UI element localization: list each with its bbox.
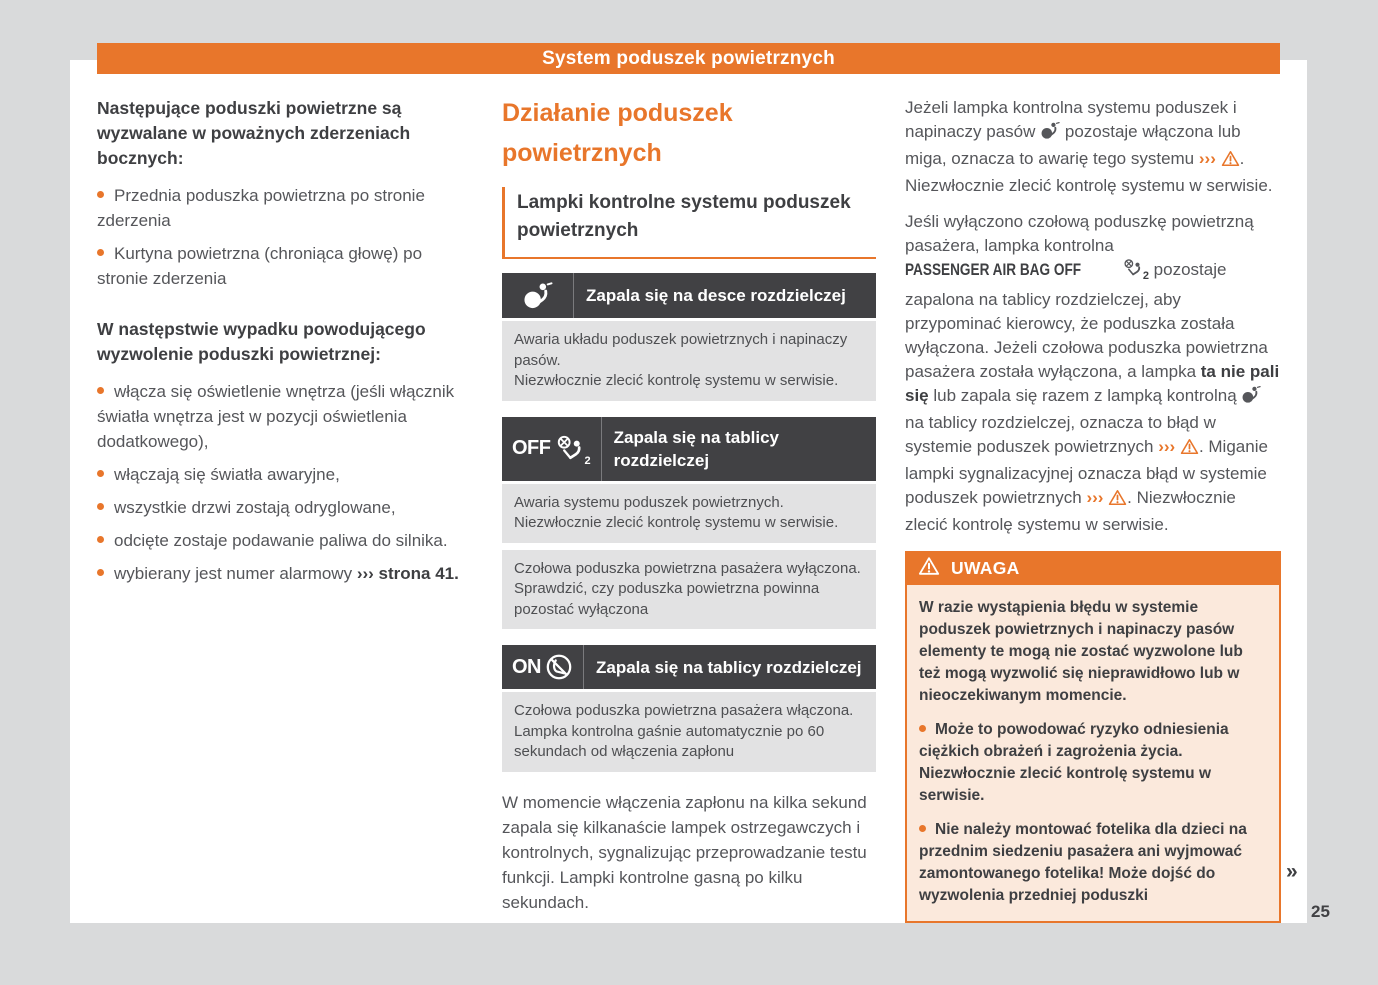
airbag-warning-icon	[502, 273, 574, 318]
bullet-icon	[97, 503, 104, 510]
list-item-text: wszystkie drzwi zostają odryglowane,	[114, 498, 396, 517]
paragraph-lamp-failure	[905, 96, 1281, 198]
list-item	[97, 183, 469, 233]
warning-box-title: UWAGA	[951, 557, 1020, 578]
page-reference: ››› strona 41.	[356, 564, 459, 583]
bullet-icon	[97, 470, 104, 477]
bullet-icon	[919, 725, 926, 732]
bullet-icon	[97, 249, 104, 256]
paragraph-text: pozostaje włączona lub miga, oznacza to awarię tego systemu	[905, 122, 1241, 168]
list-item-text: Kurtyna powietrzna (chroniąca głowę) po stronie zderzenia	[97, 244, 423, 288]
warning-list-item	[919, 719, 1267, 807]
bullet-icon	[97, 569, 104, 576]
indicator-table-header	[502, 645, 876, 689]
indicator-table-airbag-on	[502, 645, 876, 772]
warning-triangle-icon	[918, 556, 940, 581]
reference-arrows-icon: ›››	[1158, 437, 1176, 456]
emphasis-text: ta nie pali się	[905, 362, 1280, 405]
indicator-table-title: Zapala się na tablicy rozdzielczej	[613, 427, 779, 470]
paragraph-text: pozostaje zapalona na tablicy rozdzielczej, aby przypominać kierowcy, że poduszka została wyłączona. Jeżeli czołowa poduszka powietrzna pasażera została wyłączona, a lampka	[905, 260, 1268, 381]
chapter-title: System poduszek powietrznych	[542, 47, 835, 69]
indicator-table-title: Zapala się na tablicy rozdzielczej	[596, 657, 862, 677]
list-item	[97, 561, 469, 586]
row-line: Czołowa poduszka powietrzna pasażera włączona. Lampka kontrolna gaśnie automatycznie po 60 sekundach od włączenia zapłonu	[514, 702, 854, 760]
warning-triangle-icon	[1221, 150, 1240, 174]
middle-column	[502, 93, 876, 915]
row-line: Niezwłocznie zlecić kontrolę systemu w serwisie.	[514, 514, 839, 531]
subscript-two: 2	[1142, 270, 1149, 282]
manual-page	[70, 60, 1307, 923]
airbag-off-icon	[1122, 258, 1143, 285]
list-item	[97, 495, 469, 520]
paragraph-text: lub zapala się razem z lampką kontrolną	[928, 386, 1242, 405]
list-item-text: włączają się światła awaryjne,	[114, 465, 340, 484]
bullet-icon	[97, 536, 104, 543]
paragraph-text: . Miganie lampki sygnalizacyjnej oznacza błąd w systemie poduszek powietrznych	[905, 437, 1268, 507]
row-line: Awaria systemu poduszek powietrznych.	[514, 493, 784, 511]
warning-list-item-text: Może to powodować ryzyko odniesienia ciężkich obrażeń i zagrożenia życia. Niezwłocznie zlecić kontrolę systemu w serwisie.	[919, 721, 1229, 804]
warning-list-item	[919, 819, 1267, 907]
indicator-table-row	[502, 692, 876, 772]
indicator-table-header	[502, 417, 876, 481]
warning-intro: W razie wystąpienia błędu w systemie poduszek powietrznych i napinaczy pasów elementy te mogą nie zostać wyzwolone lub też mogą wyzwolić się nieprawidłowo lub w nieoczekiwanym momencie.	[919, 599, 1243, 704]
paragraph-text: Jeżeli lampka kontrolna systemu poduszek i napinaczy pasów	[905, 98, 1237, 141]
airbag-warning-icon	[1040, 121, 1060, 147]
list-item-text: odcięte zostaje podawanie paliwa do silnika.	[114, 531, 448, 550]
indicator-table-title: Zapala się na desce rozdzielczej	[586, 286, 846, 305]
indicator-table-dashboard	[502, 273, 876, 401]
airbag-warning-icon	[1241, 385, 1261, 411]
chapter-title-bar	[97, 43, 1280, 74]
aftermath-heading: W następstwie wypadku powodującego wyzwolenie poduszki powietrznej:	[97, 319, 426, 364]
no-child-seat-icon	[502, 645, 584, 689]
warning-triangle-icon	[1108, 489, 1127, 513]
warning-list-item-text: Nie należy montować fotelika dla dzieci na przednim siedzeniu pasażera ani wyjmować zamontowanego fotelika! Może dojść do wyzwolenia przedniej poduszki	[919, 821, 1247, 904]
row-line: Niezwłocznie zlecić kontrolę systemu w serwisie.	[514, 372, 839, 389]
row-line: Czołowa poduszka powietrzna pasażera wyłączona. Sprawdzić, czy poduszka powietrzna powinna pozostać wyłączona	[514, 559, 861, 618]
bullet-icon	[97, 387, 104, 394]
continuation-marker: »	[1286, 860, 1298, 883]
row-line: Awaria układu poduszek powietrznych i napinaczy pasów.	[514, 331, 848, 369]
subscript-two: 2	[584, 454, 591, 467]
paragraph-text: na tablicy rozdzielczej, oznacza to błąd w systemie poduszek powietrznych	[905, 413, 1216, 456]
paragraph-passenger-airbag	[905, 210, 1281, 537]
left-column	[97, 96, 469, 586]
list-item	[97, 241, 469, 291]
indicator-table-row	[502, 550, 876, 630]
reference-arrows-icon: ›››	[1086, 488, 1104, 507]
indicator-table-airbag-off	[502, 417, 876, 630]
paragraph-text: Jeśli wyłączono czołową poduszkę powietrzną pasażera, lampka kontrolna	[905, 212, 1254, 255]
warning-box-header	[905, 551, 1281, 585]
list-item	[97, 379, 469, 454]
indicator-table-header	[502, 273, 876, 318]
on-label: ON	[512, 655, 541, 678]
paragraph-text: . Niezwłocznie zlecić kontrolę systemu w serwisie.	[905, 149, 1273, 195]
bullet-icon	[97, 191, 104, 198]
right-column	[905, 96, 1281, 923]
indicator-table-row	[502, 321, 876, 401]
passenger-air-bag-off-label: PASSENGER AIR BAG OFF	[905, 260, 1082, 279]
warning-box-body	[905, 585, 1281, 923]
warning-triangle-icon	[1180, 438, 1199, 462]
reference-arrows-icon: ›››	[1198, 149, 1216, 168]
indicator-table-row	[502, 484, 876, 543]
airbag-off-icon	[502, 417, 602, 481]
subsection-title: Lampki kontrolne systemu poduszek powietrznych	[502, 187, 876, 259]
list-item-text: Przednia poduszka powietrzna po stronie zderzenia	[97, 186, 425, 230]
section-title: Działanie poduszek powietrznych	[502, 99, 733, 167]
list-item	[97, 528, 469, 553]
off-label: OFF	[512, 437, 551, 459]
list-item-text: wybierany jest numer alarmowy	[114, 564, 357, 583]
intro-heading: Następujące poduszki powietrzne są wyzwalane w poważnych zderzeniach bocznych:	[97, 98, 411, 168]
function-test-paragraph: W momencie włączenia zapłonu na kilka sekund zapala się kilkanaście lampek ostrzegawczych i kontrolnych, sygnalizując przeprowadzanie testu funkcji. Lampki kontrolne gasną po kilku sekundach.	[502, 792, 867, 912]
page-number: 25	[1311, 902, 1330, 921]
paragraph-text: . Niezwłocznie zlecić kontrolę systemu w serwisie.	[905, 488, 1236, 534]
warning-box	[905, 551, 1281, 923]
bullet-icon	[919, 825, 926, 832]
list-item-text: włącza się oświetlenie wnętrza (jeśli włącznik światła wnętrza jest w pozycji oświetlenia dodatkowego),	[97, 382, 455, 451]
list-item	[97, 462, 469, 487]
